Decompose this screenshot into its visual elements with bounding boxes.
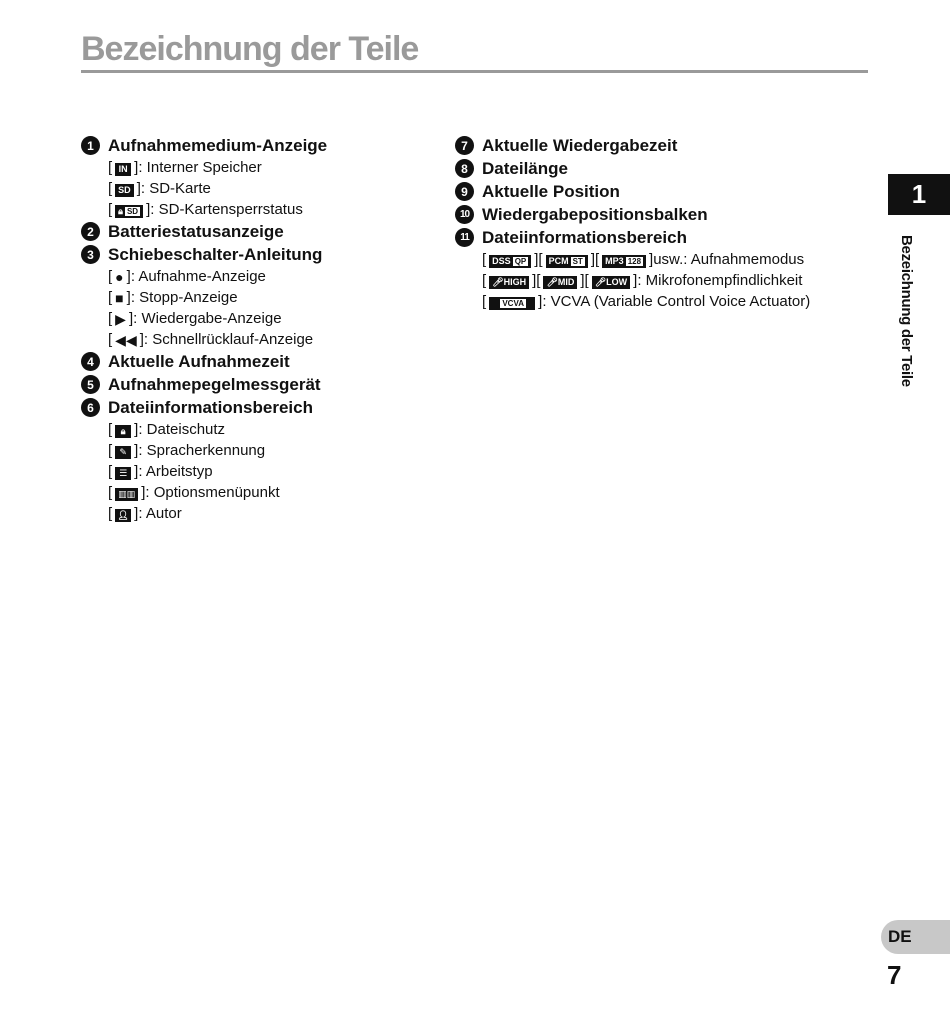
author-icon: 👤︎ xyxy=(115,509,131,522)
number-badge-2: 2 xyxy=(81,222,100,241)
section-7-heading: 7 Aktuelle Wiedergabezeit xyxy=(455,134,875,157)
list-item: [ 🔒︎ SD ] : SD-Kartensperrstatus xyxy=(108,201,303,218)
lock-icon: 🔒︎ xyxy=(118,206,123,216)
play-icon: ▶ xyxy=(115,310,126,327)
number-badge-3: 3 xyxy=(81,245,100,264)
list-item: [ ● ] : Aufnahme-Anzeige xyxy=(108,268,266,285)
number-badge-4: 4 xyxy=(81,352,100,371)
number-badge-5: 5 xyxy=(81,375,100,394)
list-item: [ ◀◀ ] : Schnellrücklauf-Anzeige xyxy=(108,331,314,348)
list-item: [ ☰ ] : Arbeitstyp xyxy=(108,463,213,480)
list-item: [ ▥▥ ] : Optionsmenüpunkt xyxy=(108,484,280,501)
page-title: Bezeichnung der Teile xyxy=(81,30,419,68)
language-badge: DE xyxy=(881,920,950,954)
number-badge-1: 1 xyxy=(81,136,100,155)
page-number: 7 xyxy=(887,960,902,990)
list-item: [ ■ ] : Stopp-Anzeige xyxy=(108,289,238,306)
right-column xyxy=(455,134,875,312)
number-badge-9: 9 xyxy=(455,182,474,201)
section-10-heading: 10 Wiedergabepositionsbalken xyxy=(455,203,875,226)
dss-qp-icon: DSS QP xyxy=(489,255,531,268)
number-badge-6: 6 xyxy=(81,398,100,417)
section-3-heading: 3 Schiebeschalter-Anleitung xyxy=(81,243,441,266)
vcva-icon: VCVA xyxy=(489,297,535,310)
option-item-icon: ▥▥ xyxy=(115,488,138,501)
section-2-heading: 2 Batteriestatusanzeige xyxy=(81,220,441,243)
internal-memory-icon: IN xyxy=(115,163,131,176)
sd-card-lock-icon: 🔒︎ SD xyxy=(115,205,143,218)
number-badge-8: 8 xyxy=(455,159,474,178)
mic-high-icon: 🎤︎ HIGH xyxy=(489,276,529,289)
sd-card-icon: SD xyxy=(115,184,134,197)
list-item: [ 🎤︎ HIGH ][ 🎤︎ MID ][ 🎤︎ LOW ] : Mikrofonempfindlichkeit xyxy=(482,272,803,289)
list-item: [ VCVA ] : VCVA (Variable Control Voice Actuator) xyxy=(482,293,811,310)
number-badge-10: 10 xyxy=(455,205,474,224)
mic-mid-icon: 🎤︎ MID xyxy=(543,276,577,289)
list-item: [ 🔒︎ ] : Dateischutz xyxy=(108,421,226,438)
section-8-heading: 8 Dateilänge xyxy=(455,157,875,180)
left-column xyxy=(81,134,441,524)
pcm-st-icon: PCM ST xyxy=(546,255,588,268)
list-item: [ IN ] : Interner Speicher xyxy=(108,159,262,176)
number-badge-7: 7 xyxy=(455,136,474,155)
section-5-heading: 5 Aufnahmepegelmessgerät xyxy=(81,373,441,396)
list-item: [ 👤︎ ] : Autor xyxy=(108,505,182,522)
list-item: [ DSS QP ][ PCM ST ][ MP3 128 ] usw.: Aufnahmemodus xyxy=(482,251,805,268)
chapter-side-label: Bezeichnung der Teile xyxy=(898,235,915,387)
section-11-heading: 11 Dateiinformationsbereich xyxy=(455,226,875,249)
list-item: [ ▶ ] : Wiedergabe-Anzeige xyxy=(108,310,282,327)
record-icon: ● xyxy=(115,268,124,285)
worktype-icon: ☰ xyxy=(115,467,131,480)
mic-low-icon: 🎤︎ LOW xyxy=(592,276,630,289)
title-underline xyxy=(81,70,868,73)
section-9-heading: 9 Aktuelle Position xyxy=(455,180,875,203)
file-lock-icon: 🔒︎ xyxy=(115,425,131,438)
stop-icon: ■ xyxy=(115,289,124,306)
mp3-128-icon: MP3 128 xyxy=(602,255,646,268)
chapter-tab: 1 xyxy=(888,174,950,215)
list-item: [ ✎ ] : Spracherkennung xyxy=(108,442,266,459)
rewind-icon: ◀◀ xyxy=(115,331,137,348)
heading-text: Aufnahmemedium-Anzeige xyxy=(108,135,328,155)
section-4-heading: 4 Aktuelle Aufnahmezeit xyxy=(81,350,441,373)
number-badge-11: 11 xyxy=(455,228,474,247)
section-1-heading xyxy=(81,134,441,157)
section-6-heading: 6 Dateiinformationsbereich xyxy=(81,396,441,419)
list-item: [ SD ] : SD-Karte xyxy=(108,180,211,197)
speech-recognition-icon: ✎ xyxy=(115,446,131,459)
